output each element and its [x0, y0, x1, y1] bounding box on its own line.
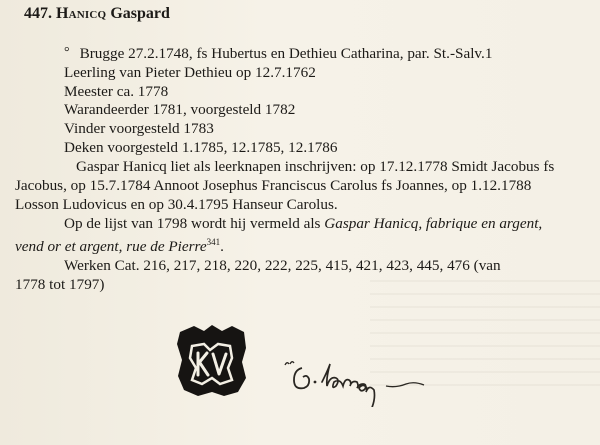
- handwritten-signature: [282, 352, 447, 407]
- list-1798-quote-1: Gaspar Hanicq, fabrique en argent,: [324, 215, 543, 232]
- maker-mark-stamp: [174, 322, 250, 398]
- birth-line: [64, 45, 492, 63]
- list-1798-quote-2: vend or et argent, rue de Pierre: [15, 238, 207, 255]
- footnote-marker: 341: [206, 237, 221, 247]
- birth-marker: °: [64, 45, 70, 60]
- works-line-2: 1778 tot 1797): [15, 276, 105, 293]
- apprentice-line: Leerling van Pieter Dethieu op 12.7.1762: [64, 64, 316, 81]
- warden-line: Warandeerder 1781, voorgesteld 1782: [64, 101, 296, 118]
- entry-number: 447.: [24, 5, 52, 22]
- list-1798-line-1: [64, 215, 542, 232]
- apprentices-line-2: Jacobus, op 15.7.1784 Annoot Josephus Franciscus Carolus fs Joannes, op 1.12.1788: [15, 177, 532, 194]
- dean-line: Deken voorgesteld 1.1785, 12.1785, 12.1786: [64, 139, 338, 156]
- apprentices-line-3: Losson Ludovicus en op 30.4.1795 Hanseur Carolus.: [15, 196, 338, 213]
- birth-text: Brugge 27.2.1748, fs Hubertus en Dethieu Catharina, par. St.-Salv.1: [79, 45, 493, 62]
- list-1798-prefix: Op de lijst van 1798 wordt hij vermeld als: [64, 215, 325, 232]
- list-1798-line-2: [15, 234, 224, 255]
- apprentices-line-1: Gaspar Hanicq liet als leerknapen inschrijven: op 17.12.1778 Smidt Jacobus fs: [76, 158, 555, 175]
- works-line-1: Werken Cat. 216, 217, 218, 220, 222, 225, 415, 421, 423, 445, 476 (van: [64, 257, 501, 274]
- finder-line: Vinder voorgesteld 1783: [64, 120, 214, 137]
- master-line: Meester ca. 1778: [64, 83, 169, 100]
- entry-surname: Hanicq: [56, 5, 107, 22]
- entry-given-name: Gaspard: [110, 5, 170, 22]
- list-1798-suffix: .: [220, 238, 224, 255]
- entry-heading: [24, 5, 170, 23]
